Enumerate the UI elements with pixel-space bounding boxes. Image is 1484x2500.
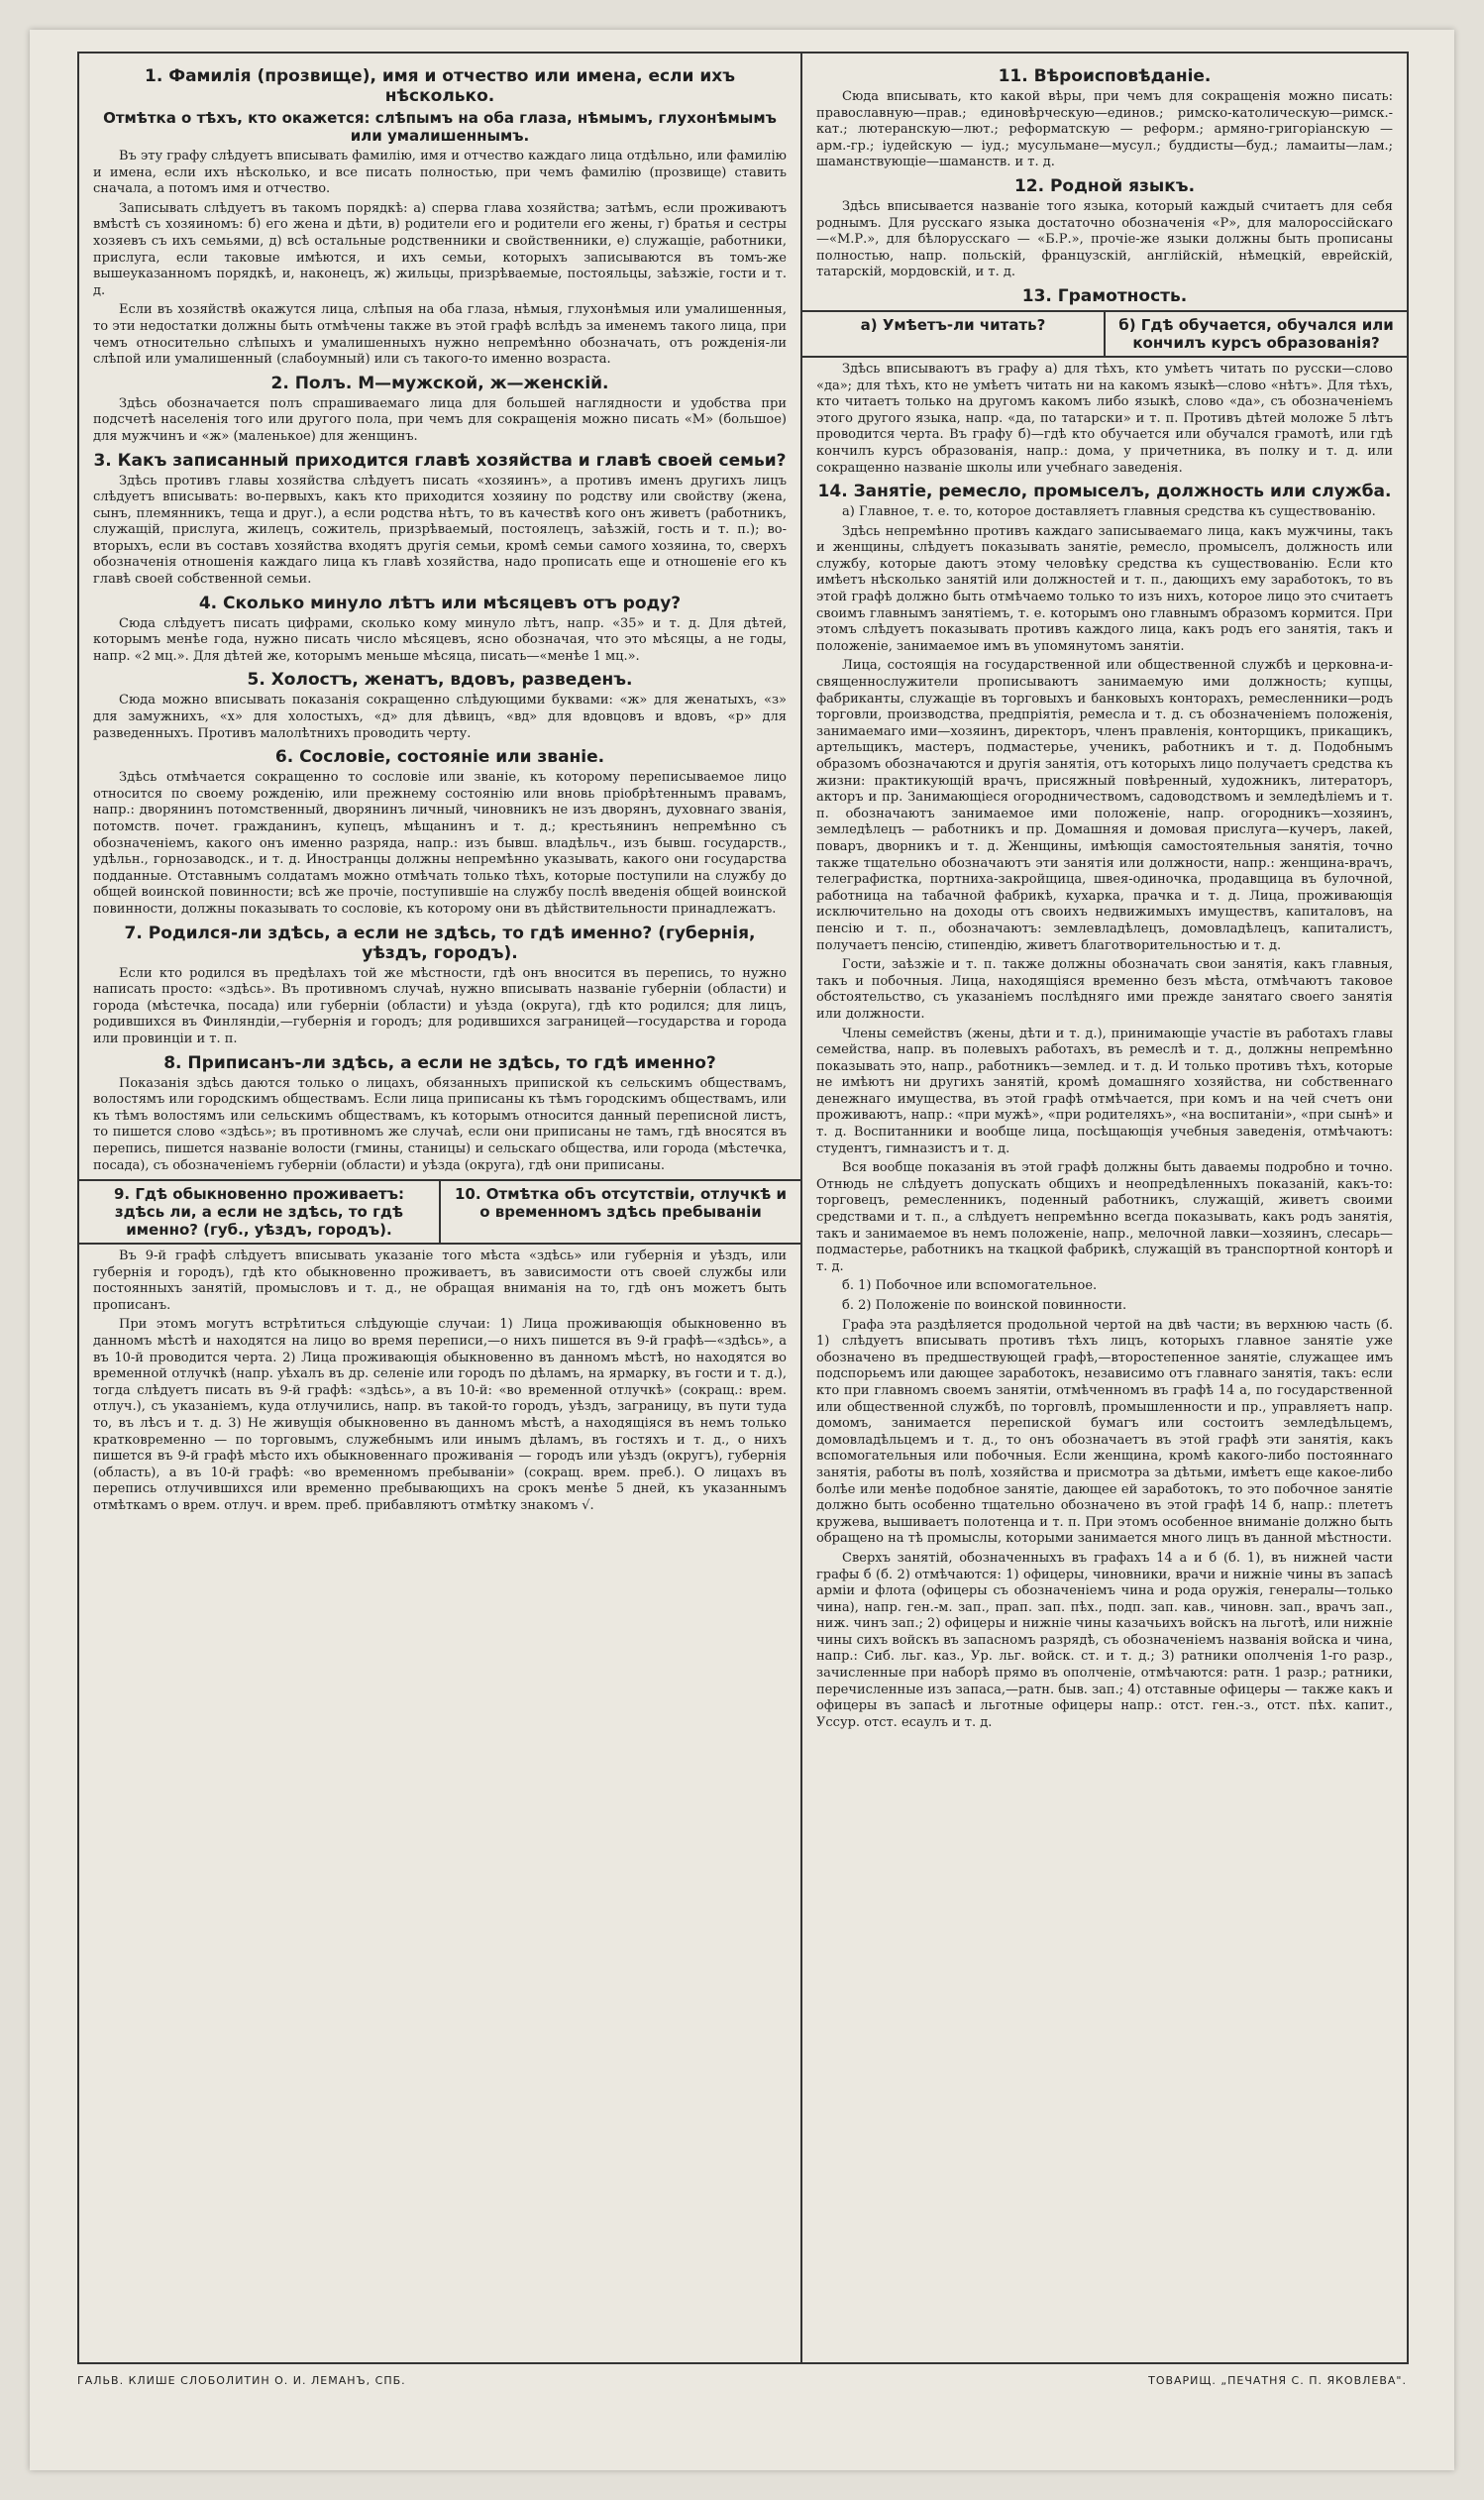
section-9-text-2: При этомъ могутъ встрѣтиться слѣдующіе случаи: 1) Лица проживающія обыкновенно въ данномъ мѣстѣ и находятся на лицо во время переписи,—о нихъ пишется въ 9-й графѣ—«здѣсь», а въ 10-й проводится черта. 2) Лица проживающія обыкновенно въ данномъ мѣстѣ, но находятся во временной отлучкѣ (напр. уѣхалъ въ др. селеніе или городъ по дѣламъ, на ярмарку, въ гости и т. д.), тогда слѣдуетъ писать въ 9-й графѣ: «здѣсь», а въ 10-й: «во временной отлучкѣ» (сокращ.: врем. отлуч.), съ указаніемъ, куда отлучились, напр. въ такой-то городъ, уѣздъ, заграницу, въ пути туда то, въ лѣсъ и т. д. 3) Не живущія обыкновенно въ данномъ мѣстѣ, а находящіяся въ немъ только кратковременно — по торговымъ, служебнымъ или инымъ дѣламъ, въ гостяхъ и т. д., о нихъ пишется въ 9-й графѣ мѣсто ихъ обыкновеннаго проживанія — городъ или уѣздъ (округъ), губернія (область), а въ 10-й графѣ: «во временномъ пребываніи» (сокращ. врем. преб.). О лицахъ въ перепись отлучившихся или временно пребывающихъ на срокъ менѣе 5 дней, къ указаннымъ отмѣткамъ о врем. отлуч. и врем. преб. прибавляютъ отмѣтку знакомъ √. [93,1317,787,1513]
section-11 [816,66,1393,171]
section-14-title: 14. Занятіе, ремесло, промыселъ, должность или служба. [817,482,1392,502]
section-14-sub-a: а) Главное, т. е. то, которое доставляетъ главныя средства къ существованію. [842,504,1376,520]
section-13-a-header [802,312,1106,356]
section-8-title: 8. Приписанъ-ли здѣсь, а если не здѣсь, то гдѣ именно? [163,1052,716,1073]
section-7 [93,924,787,1048]
section-8 [93,1053,787,1175]
section-1-subtitle: Отмѣтка о тѣхъ, кто окажется: слѣпымъ на оба глаза, нѣмымъ, глухонѣмымъ или умалишеннымъ. [103,109,777,145]
section-1 [93,66,787,369]
section-1-text-3: Если въ хозяйствѣ окажутся лица, слѣпыя на оба глаза, нѣмыя, глухонѣмыя или умалишенныя, то эти недостатки должны быть отмѣчены также въ этой графѣ вслѣдъ за именемъ такого лица, при чемъ относительно слѣпыхъ и умалишенныхъ нужно непремѣнно обозначать, отъ рожденія-ли слѣпой или умалишенный (слабоумный) или съ такого-то именно возраста. [93,302,787,368]
section-3-text: Здѣсь противъ главы хозяйства слѣдуетъ писать «хозяинъ», а противъ именъ другихъ лицъ слѣдуетъ вписывать: во-первыхъ, какъ кто приходится хозяину по родству или свойству (жена, сынъ, племянникъ, теща и друг.), а если родства нѣтъ, то въ качествѣ кого онъ живетъ (работникъ, служащій, прислуга, жилецъ, сожитель, призрѣваемый, постоялецъ, заѣзжій, гость и т. п.); во-вторыхъ, если въ составъ хозяйства входятъ другія семьи, кромѣ семьи самого хозяина, то, сверхъ обозначенія отношенія каждаго лица къ главѣ хозяйства, надо прописать еще и отношеніе его къ главѣ своей собственной семьи. [93,473,787,588]
section-9-title: 9. Гдѣ обыкновенно проживаетъ: здѣсь ли, а если не здѣсь, то гдѣ именно? (губ., уѣздъ, городъ). [114,1185,404,1240]
section-11-title: 11. Вѣроисповѣданіе. [998,66,1212,86]
section-14-text-6: Графа эта раздѣляется продольной чертой на двѣ части; въ верхнюю часть (б. 1) слѣдуетъ вписывать противъ тѣхъ лицъ, которыхъ главное занятіе уже обозначено въ предшествующей графѣ,—второстепенное занятіе, служащее имъ подспорьемъ или дающее заработокъ, независимо отъ главнаго занятія, такъ: если кто при главномъ своемъ занятіи, отмѣченномъ въ графѣ 14 а, по государственной или общественной службѣ, по торговлѣ, промышленности и пр., управляетъ напр. домомъ, занимается перепиской бумагъ или состоитъ земледѣльцемъ, домовладѣльцемъ и т. д., то онъ обозначаетъ въ этой графѣ эти занятія, какъ вспомогательныя или побочныя. Если женщина, кромѣ какого-либо постояннаго занятія, работы въ полѣ, хозяйства и присмотра за дѣтьми, имѣетъ еще какое-либо болѣе или менѣе подобное занятіе, дающее ей заработокъ, то это побочное занятіе должно быть особенно тщательно обозначено въ этой графѣ 14 б, напр.: плететъ кружева, вышиваетъ полотенца и т. п. При этомъ особенное вниманіе должно быть обращено на тѣ промыслы, которыми занимается много лицъ въ данной мѣстности. [816,1317,1393,1547]
section-13 [816,286,1393,477]
section-3 [93,451,787,589]
section-13-title: 13. Грамотность. [1021,285,1188,306]
sections-9-10-header [79,1179,800,1245]
imprint-line [77,2374,1407,2387]
section-12-text: Здѣсь вписывается названіе того языка, который каждый считаетъ для себя роднымъ. Для русскаго языка достаточно обозначенія «Р», для малороссійскаго—«М.Р.», для бѣлорусскаго — «Б.Р.», прочіе-же языки должны быть прописаны полностью, напр. польскій, французскій, англійскій, нѣмецкій, еврейскій, татарскій, мордовскій, и т. д. [816,198,1393,280]
section-13-text: Здѣсь вписываютъ въ графу а) для тѣхъ, кто умѣетъ читать по русски—слово «да»; для тѣхъ, кто не умѣетъ читать ни на какомъ языкѣ—слово «нѣтъ». Для тѣхъ, кто читаетъ только на другомъ какомъ либо языкѣ, слово «да», съ обозначеніемъ этого другого языка, напр. «да, по татарски» и т. п. Противъ дѣтей моложе 5 лѣтъ проводится черта. Въ графу б)—гдѣ кто обучается или обучался грамотѣ, или гдѣ кончилъ курсъ образованія, напр.: дома, у причетника, въ полку и т. д. или сокращенно названіе школы или учебнаго заведенія. [816,361,1393,476]
section-13-a: а) Умѣетъ-ли читать? [860,315,1046,334]
instruction-frame [77,52,1409,2364]
sections-9-10 [93,1249,787,1515]
section-1-text-2: Записывать слѣдуетъ въ такомъ порядкѣ: а) сперва глава хозяйства; затѣмъ, если проживаютъ вмѣстѣ съ хозяиномъ: б) его жена и дѣти, в) родители его и родители его жены, г) братья и сестры хозяевъ съ ихъ семьями, д) всѣ остальные родственники и свойственники, е) служащіе, работники, прислуга, если таковые имѣются, и ихъ семьи, которыхъ записываются въ томъ-же вышеуказанномъ порядкѣ, и, наконецъ, ж) жильцы, призрѣваемые, постояльцы, заѣзжіе, гости и т. д. [93,200,787,298]
section-5 [93,670,787,742]
section-1-title: 1. Фамилія (прозвище), имя и отчество или имена, если ихъ нѣсколько. [145,66,735,106]
section-10-title: 10. Отмѣтка объ отсутствіи, отлучкѣ и о временномъ здѣсь пребываніи [454,1185,788,1222]
section-8-text: Показанія здѣсь даются только о лицахъ, обязанныхъ припиской къ сельскимъ обществамъ, волостямъ или городскимъ обществамъ. Если лица приписаны къ тѣмъ городскимъ обществамъ, или къ тѣмъ волостямъ или сельскимъ обществамъ, къ которымъ относится данный переписной листъ, то пишется слово «здѣсь»; въ противномъ же случаѣ, если они приписаны не тамъ, гдѣ вносятся въ перепись, пишется названіе волости (гмины, станицы) и сельскаго общества, или города (мѣстечка, посада), съ обозначеніемъ губерніи (области) и уѣзда (округа), гдѣ они приписаны. [93,1075,787,1173]
section-7-text: Если кто родился въ предѣлахъ той же мѣстности, гдѣ онъ вносится въ перепись, то нужно написать просто: «здѣсь». Въ противномъ случаѣ, нужно вписывать названіе губерніи (области) и города (мѣстечка, посада) или губерніи (области) и уѣзда (округа), гдѣ кто родился; для лицъ, родившихся въ Финляндіи,—губернія и городъ; для родившихся заграницей—государства и города или провинціи и т. п. [93,965,787,1046]
section-14-text-5: Вся вообще показанія въ этой графѣ должны быть даваемы подробно и точно. Отнюдь не слѣдуетъ допускать общихъ и неопредѣленныхъ показаній, какъ-то: торговецъ, ремесленникъ, поденный работникъ, служащій, живетъ своими средствами и т. п., а слѣдуетъ непремѣнно всегда показывать, какъ родъ занятія, такъ и занимаемое въ немъ положеніе, напр., мелочной лавки—хозяинъ, слесарь—подмастерье, работникъ на ткацкой фабрикѣ, служащій въ транспортной конторѣ и т. д. [816,1160,1393,1274]
left-column [79,54,802,2362]
section-2 [93,374,787,446]
section-6-title: 6. Сословіе, состояніе или званіе. [274,747,605,768]
imprint-right: ТОВАРИЩ. „ПЕЧАТНЯ С. П. ЯКОВЛЕВА". [1148,2374,1407,2387]
section-7-title: 7. Родился-ли здѣсь, а если не здѣсь, то гдѣ именно? (губернія, уѣздъ, городъ). [124,923,756,963]
census-sheet [30,30,1454,2470]
section-13-b: б) Гдѣ обучается, обучался или кончилъ курсъ образованія? [1118,315,1394,352]
section-4-text: Сюда слѣдуетъ писать цифрами, сколько кому минуло лѣтъ, напр. «35» и т. д. Для дѣтей, которымъ менѣе года, нужно писать число мѣсяцевъ, ясно обозначая, что это мѣсяцы, а не годы, напр. «2 мц.». Для дѣтей же, которымъ меньше мѣсяца, писать—«менѣе 1 мц.». [93,615,787,664]
imprint-left: ГАЛЬВ. КЛИШЕ СЛОБОЛИТИН О. И. ЛЕМАНЪ, СПБ. [77,2374,406,2387]
section-14-text-1: Здѣсь непремѣнно противъ каждаго записываемаго лица, какъ мужчины, такъ и женщины, слѣдуетъ показывать занятіе, ремесло, промыселъ, должность или службу, которые даютъ этому человѣку средства къ существованію. Если кто имѣетъ нѣсколько занятій или должностей и т. п., дающихъ ему заработокъ, то въ этой графѣ должно быть отмѣчаемо только то изъ нихъ, которое лицо это считаетъ своимъ главнымъ занятіемъ, т. е. которымъ оно главнымъ образомъ кормится. При этомъ слѣдуетъ показывать противъ каждого лица, какъ родъ его занятія, такъ и положеніе, занимаемое имъ въ упомянутомъ занятіи. [816,523,1393,654]
section-9-text-1: Въ 9-й графѣ слѣдуетъ вписывать указаніе того мѣста «здѣсь» или губернія и уѣздъ, или губернія и городъ), гдѣ кто обыкновенно проживаетъ, въ зависимости отъ своей службы или постоянныхъ занятій, промысловъ и т. д., не обращая вниманія на то, гдѣ онъ можетъ быть прописанъ. [93,1249,787,1313]
section-5-text: Сюда можно вписывать показанія сокращенно слѣдующими буквами: «ж» для женатыхъ, «з» для замужнихъ, «х» для холостыхъ, «д» для дѣвицъ, «вд» для вдовцовъ и вдовъ, «р» для разведенныхъ. Противъ малолѣтнихъ проводить черту. [93,693,787,741]
section-6 [93,747,787,918]
section-11-text: Сюда вписывать, кто какой вѣры, при чемъ для сокращенія можно писать: православную—прав.; единовѣрческую—единов.; римско-католическую—римск.-кат.; лютеранскую—лют.; реформатскую — реформ.; армяно-григоріанскую — арм.-гр.; іудейскую — іуд.; мусульмане—мусул.; буддисты—буд.; ламаиты—лам.; шаманствующіе—шаманств. и т. д. [816,89,1393,170]
section-14 [816,482,1393,1731]
section-5-title: 5. Холостъ, женатъ, вдовъ, разведенъ. [247,670,633,691]
section-14-text-7: Сверхъ занятій, обозначенныхъ въ графахъ 14 а и б (б. 1), въ нижней части графы б (б. 2) отмѣчаются: 1) офицеры, чиновники, врачи и нижніе чины въ запасѣ арміи и флота (офицеры съ обозначеніемъ чина и рода оружія, генералы—только чина), напр. ген.-м. зап., прап. зап. пѣх., подп. зап. кав., чиновн. зап., врачъ зап., ниж. чинъ зап.; 2) офицеры и нижніе чины казачьихъ войскъ на льготѣ, или нижніе чины сихъ войскъ въ запасномъ разрядѣ, съ обозначеніемъ названія войска и чина, напр.: Сиб. льг. каз., Ур. льг. войск. ст. и т. д.; 3) ратники ополченія 1-го разр., зачисленные при наборѣ прямо въ ополченіе, отмѣчаются: ратн. 1 разр.; ратники, перечисленные изъ запаса,—ратн. быв. зап.; 4) отставные офицеры — также какъ и офицеры въ запасѣ и льготные офицеры напр.: отст. ген.-з., отст. пѣх. капит., Уссур. отст. есаулъ и т. д. [816,1550,1393,1730]
section-1-text-1: Въ эту графу слѣдуетъ вписывать фамилію, имя и отчество каждаго лица отдѣльно, или фамилію и имена, если ихъ нѣсколько, и все писать полностью, при чемъ фамилію (прозвище) ставить сначала, а потомъ имя и отчество. [93,149,787,197]
section-3-title: 3. Какъ записанный приходится главѣ хозяйства и главѣ своей семьи? [93,450,787,471]
section-2-title: 2. Полъ. М—мужской, ж—женскій. [270,373,609,393]
section-4 [93,594,787,666]
section-12-title: 12. Родной языкъ. [1013,175,1196,196]
section-6-text: Здѣсь отмѣчается сокращенно то сословіе или званіе, къ которому переписываемое лицо относится по своему рожденію, или прежнему состоянію или вновь пріобрѣтеннымъ правамъ, напр.: дворянинъ потомственный, дворянинъ личный, чиновникъ не изъ дворянъ, духовнаго званія, потомств. почет. гражданинъ, купецъ, мѣщанинъ и т. д.; крестьянинъ непремѣнно съ обозначеніемъ, какого онъ именно разряда, напр.: изъ бывш. владѣльч., изъ бывш. государств., удѣльн., горнозаводск., и т. д. Иностранцы должны непремѣнно указывать, какого они государства подданные. Отставнымъ солдатамъ можно отмѣчать только тѣхъ, которые поступили на службу до общей воинской повинности; всѣ же прочіе, поступившіе на службу послѣ введенія общей воинской повинности, должны показывать то сословіе, къ которому они въ дѣйствительности принадлежатъ. [93,770,787,917]
section-14-text-3: Гости, заѣзжіе и т. п. также должны обозначать свои занятія, какъ главныя, такъ и побочныя. Лица, находящіяся временно безъ мѣста, отмѣчаютъ таковое обстоятельство, съ указаніемъ послѣдняго ими прежде занятаго своего занятія или должности. [816,957,1393,1022]
section-4-title: 4. Сколько минуло лѣтъ или мѣсяцевъ отъ роду? [198,593,682,613]
section-14-text-2: Лица, состоящія на государственной или общественной службѣ и церковна-и-священнослужители прописываютъ занимаемую ими должность; купцы, фабриканты, служащіе въ торговыхъ и банковыхъ конторахъ, ремесленники—родъ торговли, производства, предпріятія, ремесла и т. д. съ обозначеніемъ положенія, занимаемаго ими—хозяинъ, директоръ, членъ правленія, конторщикъ, прикащикъ, артельщикъ, мастеръ, подмастерье, ученикъ, работникъ и т. д. Подобнымъ образомъ обозначаются и другія занятія, отъ которыхъ лицо получаетъ средства къ жизни: практикующій врачъ, присяжный повѣренный, художникъ, литераторъ, акторъ и пр. Занимающіеся огородничествомъ, садоводствомъ и земледѣліемъ и т. п. обозначаютъ занимаемое ими положеніе, напр. огородникъ—хозяинъ, земледѣлецъ — работникъ и пр. Домашняя и домовая прислуга—кучеръ, лакей, поваръ, дворникъ и т. д. Женщины, имѣющія самостоятельныя занятія, точно также тщательно обозначаютъ эти занятія или должности, напр.: женщина-врачъ, телеграфистка, портниха-закройщица, швея-одиночка, продавщица въ булочной, работница на табачной фабрикѣ, кухарка, прачка и т. д. Лица, проживающія исключительно на доходы отъ своихъ недвижимыхъ имуществъ, капиталовъ, на пенсію и т. п., обозначаютъ: землевладѣлецъ, домовладѣлецъ, капиталистъ, получаетъ пенсію, стипендію, живетъ благотворительностью и т. д. [816,658,1393,953]
section-12 [816,176,1393,281]
section-13-subheaders [802,310,1407,358]
section-14-sub-b1: б. 1) Побочное или вспомогательное. [842,1278,1098,1294]
section-14-sub-b2: б. 2) Положеніе по воинской повинности. [842,1298,1127,1313]
section-2-text: Здѣсь обозначается полъ спрашиваемаго лица для большей наглядности и удобства при подсчетѣ населенія того или другого пола, при чемъ для сокращенія можно писать «М» (большое) для мужчинъ и «ж» (маленькое) для женщинъ. [93,395,787,444]
section-10-header [441,1181,800,1243]
section-13-b-header [1106,312,1407,356]
section-9-header [79,1181,441,1243]
section-14-text-4: Члены семействъ (жены, дѣти и т. д.), принимающіе участіе въ работахъ главы семейства, напр. въ полевыхъ работахъ, въ ремеслѣ и т. д., должны непремѣнно показывать это, напр., работникъ—землед. и т. д. И только противъ тѣхъ, которые не имѣютъ ни другихъ занятій, кромѣ домашняго хозяйства, ни собственнаго денежнаго имущества, въ этой графѣ отмѣчается, при комъ и на чей счетъ они проживаютъ, напр.: «при мужѣ», «при родителяхъ», «на воспитаніи», «при сынѣ» и т. д. Воспитанники и вообще лица, посѣщающія учебныя заведенія, отмѣчаютъ: студентъ, гимназистъ и т. д. [816,1026,1393,1156]
right-column [802,54,1407,2362]
